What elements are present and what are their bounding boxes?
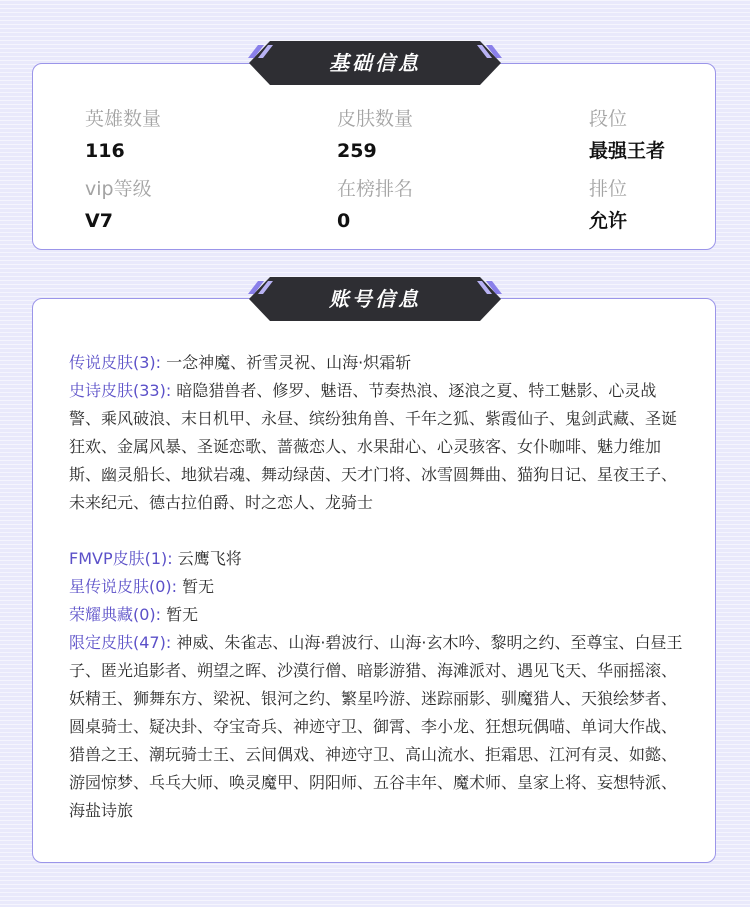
- stat-value: V7: [85, 210, 113, 232]
- skin-list: [69, 349, 683, 825]
- skin-category-label: FMVP皮肤(1):: [69, 549, 173, 568]
- section-banner-basic: [248, 40, 502, 86]
- spacer: [69, 517, 683, 545]
- stat-value: 最强王者: [589, 140, 666, 162]
- skin-row-star-legend: [69, 573, 683, 601]
- skin-category-label: 荣耀典藏(0):: [69, 605, 162, 624]
- stat-vip-level: [85, 176, 152, 234]
- stat-label: 皮肤数量: [337, 108, 414, 130]
- stat-value: 259: [337, 140, 377, 162]
- skin-row-limited: [69, 629, 683, 825]
- skin-items: 一念神魔、祈雪灵祝、山海·炽霜斩: [166, 353, 412, 372]
- skin-category-label: 传说皮肤(3):: [69, 353, 162, 372]
- skin-row-fmvp: [69, 545, 683, 573]
- stat-value: 0: [337, 210, 351, 232]
- skin-category-label: 星传说皮肤(0):: [69, 577, 178, 596]
- skin-category-label: 史诗皮肤(33):: [69, 381, 172, 400]
- basic-info-card: [32, 63, 716, 250]
- skin-items: 暗隐猎兽者、修罗、魅语、节奏热浪、逐浪之夏、特工魅影、心灵战警、乘风破浪、末日机甲、永昼、缤纷独角兽、千年之狐、紫霞仙子、鬼剑武藏、圣诞狂欢、金属风暴、圣诞恋歌、蔷薇恋人、水果甜心、心灵骇客、女仆咖啡、魅力维加斯、幽灵船长、地狱岩魂、舞动绿茵、天才门将、冰雪圆舞曲、猫狗日记、星夜王子、未来纪元、德古拉伯爵、时之恋人、龙骑士: [69, 381, 678, 512]
- stat-leaderboard-rank: [337, 176, 413, 234]
- skin-row-legend: [69, 349, 683, 377]
- account-info-card: [32, 298, 716, 863]
- stat-label: 在榜排名: [337, 178, 414, 200]
- skin-items: 云鹰飞将: [177, 549, 242, 568]
- stat-rank-tier: [589, 106, 665, 164]
- stat-skin-count: [337, 106, 413, 164]
- section-title: 账号信息: [329, 287, 421, 311]
- skin-row-glory: [69, 601, 683, 629]
- skin-items: 暂无: [182, 577, 215, 596]
- skin-row-epic: [69, 377, 683, 517]
- stat-label: 英雄数量: [85, 108, 162, 130]
- stat-label: 排位: [589, 178, 628, 200]
- stat-value: 允许: [589, 210, 628, 232]
- skin-items: 神威、朱雀志、山海·碧波行、山海·玄木吟、黎明之约、至尊宝、白昼王子、匿光追影者、朔望之晖、沙漠行僧、暗影游猎、海滩派对、遇见飞天、华丽摇滚、妖精王、狮舞东方、梁祝、银河之约、繁星吟游、迷踪丽影、驯魔猎人、天狼绘梦者、圆桌骑士、疑决卦、夺宝奇兵、神迹守卫、御霄、李小龙、狂想玩偶喵、单词大作战、猎兽之王、潮玩骑士王、云间偶戏、神迹守卫、高山流水、拒霜思、江河有灵、如懿、游园惊梦、乓乓大师、唤灵魔甲、阴阳师、五谷丰年、魔术师、皇家上将、妄想特派、海盐诗旅: [69, 633, 683, 820]
- stat-label: 段位: [589, 108, 628, 130]
- skin-items: 暂无: [166, 605, 199, 624]
- stat-value: 116: [85, 140, 125, 162]
- stat-ranked-allowed: [589, 176, 627, 234]
- stat-hero-count: [85, 106, 161, 164]
- stat-label: vip等级: [85, 178, 152, 200]
- section-title: 基础信息: [329, 51, 421, 75]
- section-banner-account: [248, 276, 502, 322]
- skin-category-label: 限定皮肤(47):: [69, 633, 172, 652]
